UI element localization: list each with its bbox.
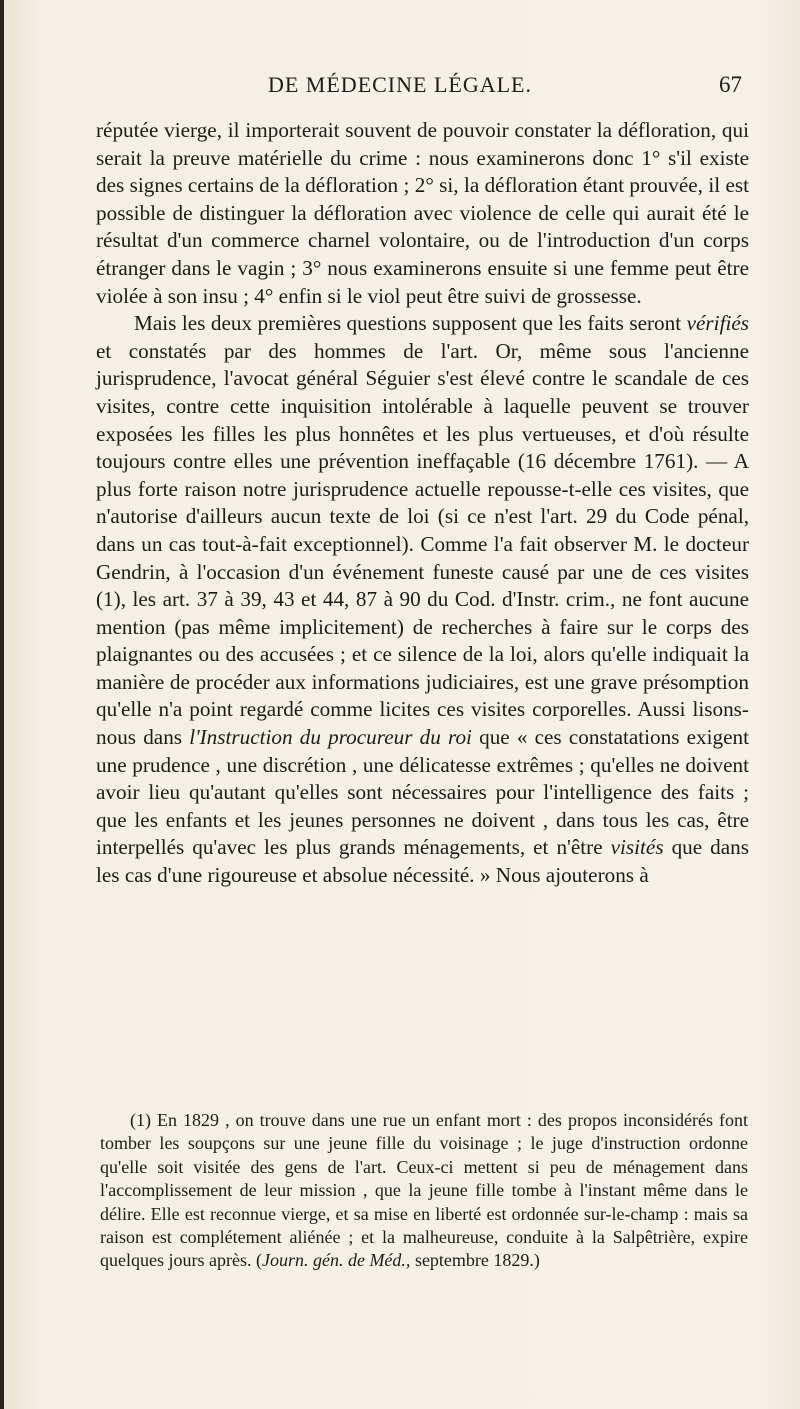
text-run: (1) En 1829 , on trouve dans une rue un enfant mort : des propos inconsidérés font tomber les soupçons sur une jeune fille du voisinage ; le juge d'instruction ordonne qu'elle soit visitée des gens de l'art. Ceux-ci mettent si peu de ménagement dans l'accomplissement de leur mission , que la jeune fille tombe à l'instant même dans le délire. Elle est reconnue vierge, et sa mise en liberté est ordonnée sur-le-champ : mais sa raison est complétement aliénée ; et la malheureuse, conduite à la Salpêtrière, expire quelques jours après. ( bbox=[100, 1110, 748, 1271]
text-run: que « ces constatations exigent une prudence , une discrétion , une délicatesse extrêmes ; qu'elles ne doivent avoir lieu qu'autant qu'elles sont nécessaires pour l'intelligence des faits ; que les enfants et les jeunes personnes ne doivent , dans tous les cas, être interpellés qu'avec les plus grands ménagements, et n'être bbox=[96, 725, 749, 860]
footnote bbox=[100, 1109, 748, 1273]
italic-run: Journ. gén. de Méd., bbox=[261, 1250, 411, 1271]
text-run: et constatés par des hommes de l'art. Or, même sous l'ancienne jurisprudence, l'avocat général Séguier s'est élevé contre le scandale de ces visites, contre cette inquisition intolérable à laquelle peuvent se trouver exposées les filles les plus honnêtes et les plus vertueuses, et d'où résulte toujours contre elles une prévention ineffaçable (16 décembre 1761). — A plus forte raison notre jurisprudence actuelle repousse-t-elle ces visites, que n'autorise d'ailleurs aucun texte de loi (si ce n'est l'art. 29 du Code pénal, dans un cas tout-à-fait exceptionnel). Comme l'a fait observer M. le docteur Gendrin, à l'occasion d'un événement funeste causé par une de ces visites (1), les art. 37 à 39, 43 et 44, 87 à 90 du Cod. d'Instr. crim., ne font aucune mention (pas même implicitement) de recherches à faire sur le corps des plaignantes ou des accusées ; et ce silence de la loi, alors qu'elle indiquait la manière de procéder aux informations judiciaires, est une grave présomption qu'elle n'a point regardé comme licites ces visites corporelles. Aussi lisons-nous dans bbox=[96, 338, 749, 750]
paragraph-2 bbox=[96, 310, 749, 889]
page-number: 67 bbox=[719, 72, 742, 97]
main-text bbox=[96, 117, 749, 890]
text-run: Mais les deux premières questions supposent que les faits seront bbox=[134, 311, 687, 336]
running-title: DE MÉDECINE LÉGALE. bbox=[267, 72, 532, 97]
binding-edge bbox=[0, 0, 4, 1409]
footnote-paragraph bbox=[100, 1109, 748, 1273]
page-header bbox=[0, 72, 800, 106]
text-run: que dans les cas d'une rigoureuse et absolue nécessité. » Nous ajouterons à bbox=[96, 835, 749, 888]
italic-run: l'Instruction du procureur du roi bbox=[189, 725, 472, 750]
italic-run: visités bbox=[610, 835, 664, 860]
italic-run: vérifiés bbox=[686, 311, 749, 336]
text-run: septembre 1829.) bbox=[410, 1250, 540, 1271]
text-run: réputée vierge, il importerait souvent de pouvoir constater la défloration, qui serait la preuve matérielle du crime : nous examinerons donc 1° s'il existe des signes certains de la défloration ; 2° si, la défloration étant prouvée, il est possible de distinguer la défloration avec violence de celle qui aurait été le résultat d'un commerce charnel volontaire, ou de l'introduction d'un corps étranger dans le vagin ; 3° nous examinerons ensuite si une femme peut être violée à son insu ; 4° enfin si le viol peut être suivi de grossesse. bbox=[96, 118, 749, 308]
paragraph-1 bbox=[96, 117, 749, 310]
